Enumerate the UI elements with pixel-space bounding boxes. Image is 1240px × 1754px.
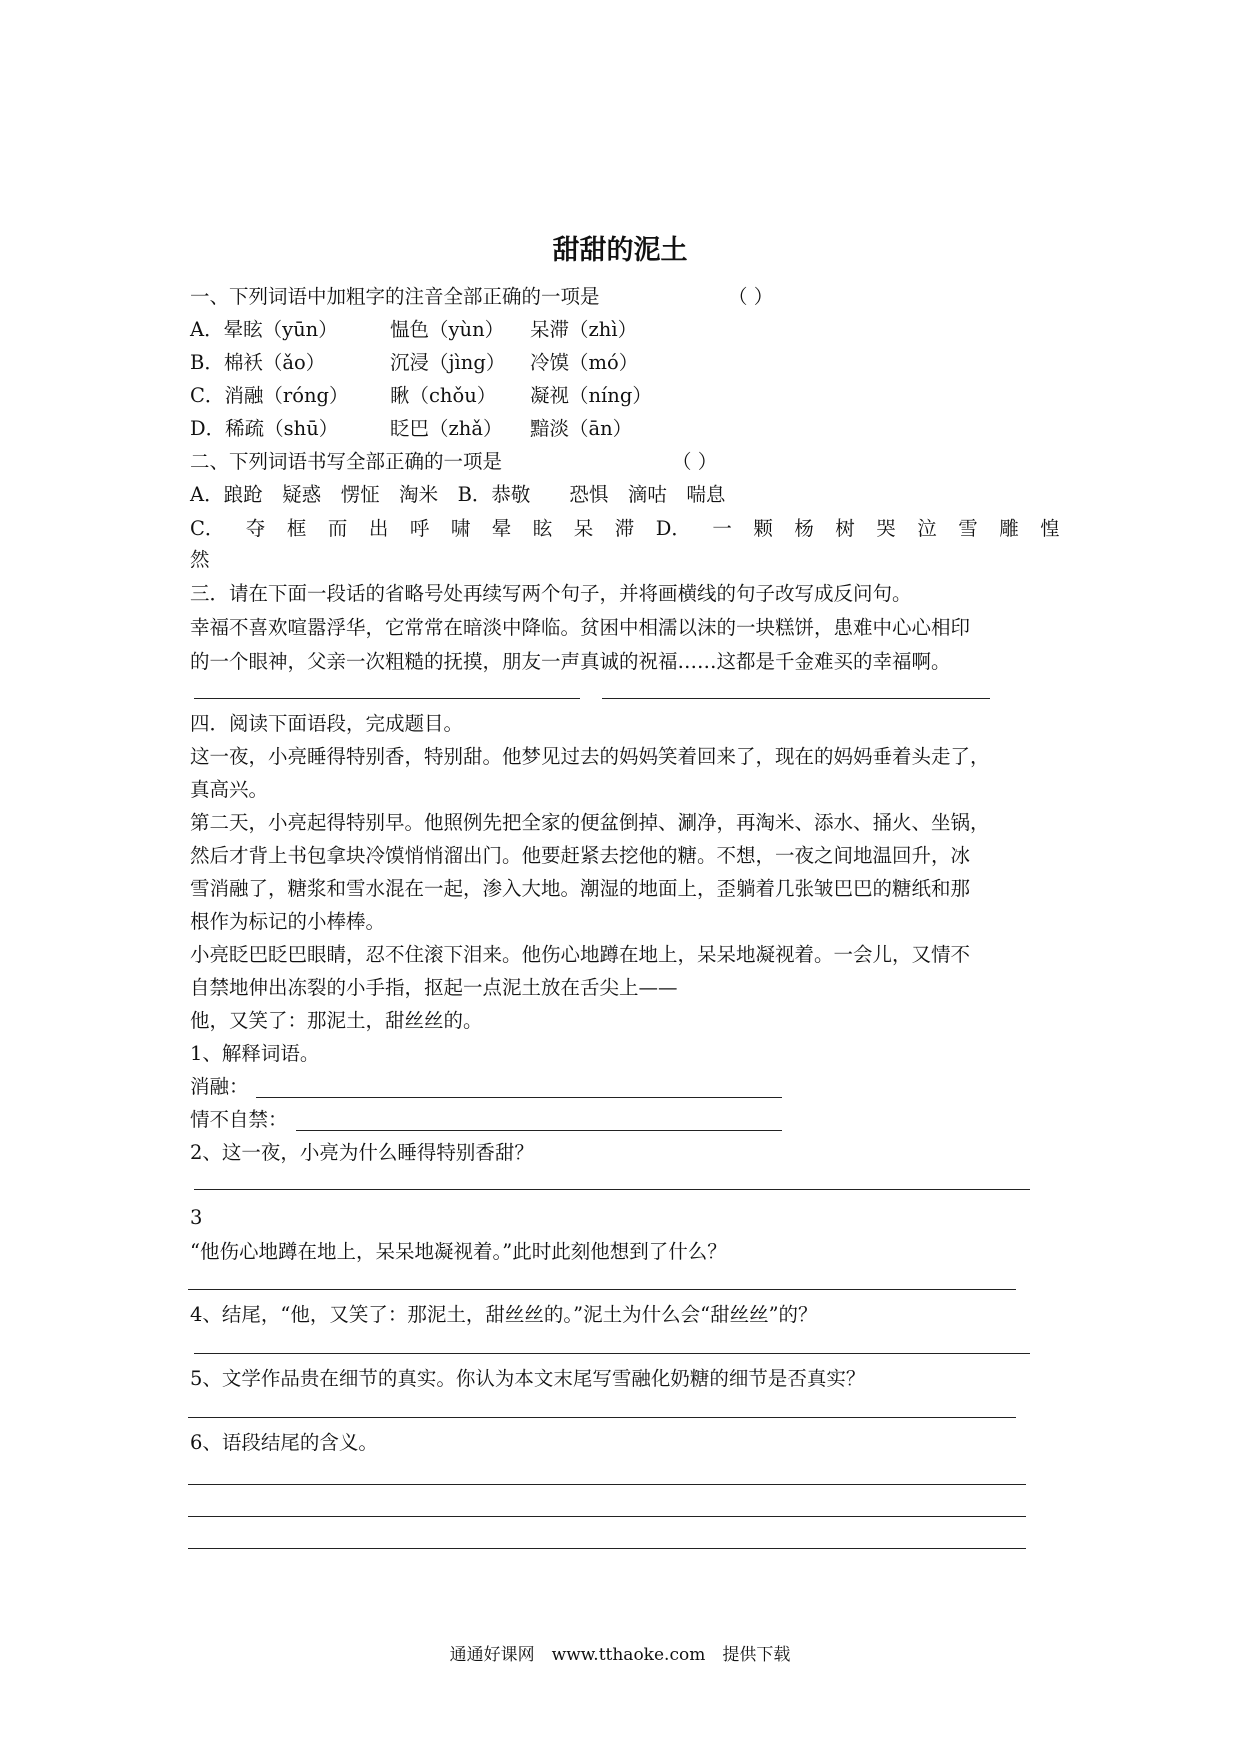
q4-passage-line: 根作为标记的小棒棒。 bbox=[190, 910, 386, 933]
q4-sub4: 4、结尾，“他，又笑了：那泥土，甜丝丝的。”泥土为什么会“甜丝丝”的？ bbox=[190, 1303, 818, 1326]
q2-c-char: 晕 bbox=[491, 517, 512, 540]
q4-sub6-answer-line-2[interactable] bbox=[188, 1516, 1026, 1517]
q2-line-c-wrap: 然 bbox=[190, 548, 210, 571]
q2-d-char: 泣 bbox=[917, 517, 937, 540]
q2-stem-text: 二、下列词语书写全部正确的一项是 bbox=[190, 450, 503, 473]
q3-answer-line-2[interactable] bbox=[602, 698, 990, 699]
q2-d-label: D． bbox=[655, 517, 691, 540]
q2-d-char: 雪 bbox=[958, 517, 978, 540]
q4-passage-line: 这一夜，小亮睡得特别香，特别甜。他梦见过去的妈妈笑着回来了，现在的妈妈垂着头走了， bbox=[190, 745, 990, 768]
q1-option-c-1: C．消融（róng） bbox=[190, 384, 349, 407]
q4-stem: 四．阅读下面语段，完成题目。 bbox=[190, 712, 464, 735]
q2-c-char: 而 bbox=[327, 517, 348, 540]
q2-c-char: 滞 bbox=[614, 517, 635, 540]
q1-option-c bbox=[190, 384, 652, 408]
q3-passage-line-1: 幸福不喜欢喧嚣浮华，它常常在暗淡中降临。贫困中相濡以沫的一块糕饼，患难中心心相印 bbox=[190, 616, 971, 639]
q2-c-char: 框 bbox=[286, 517, 307, 540]
q2-c-char: 呼 bbox=[409, 517, 430, 540]
q4-sub6: 6、语段结尾的含义。 bbox=[190, 1431, 378, 1454]
q1-stem-text: 一、下列词语中加粗字的注音全部正确的一项是 bbox=[190, 285, 600, 308]
q2-c-char: 呆 bbox=[573, 517, 594, 540]
q1-option-b bbox=[190, 351, 638, 375]
q2-c-char: 夺 bbox=[245, 517, 266, 540]
q1-answer-paren: （ ） bbox=[728, 285, 774, 308]
q2-d-char: 杨 bbox=[794, 517, 814, 540]
q2-stem bbox=[190, 450, 718, 474]
q2-d-char: 颗 bbox=[753, 517, 773, 540]
q2-c-char: 出 bbox=[368, 517, 389, 540]
q1-option-c-2: 瞅（chǒu） bbox=[390, 384, 497, 407]
q4-sub1: 1、解释词语。 bbox=[190, 1042, 320, 1065]
q1-option-b-2: 沉浸（jìng） bbox=[390, 351, 506, 374]
q4-sub6-answer-line-1[interactable] bbox=[188, 1484, 1026, 1485]
q4-term-1: 消融： bbox=[190, 1075, 249, 1098]
q2-c-char: 眩 bbox=[532, 517, 553, 540]
q2-line-a: A．踉跄 疑惑 愣怔 淘米 B．恭敬 恐惧 滴咕 喘息 bbox=[190, 483, 726, 506]
q4-sub3-answer-line[interactable] bbox=[188, 1289, 1016, 1290]
q4-passage-line: 自禁地伸出冻裂的小手指，抠起一点泥土放在舌尖上—— bbox=[190, 976, 678, 999]
q4-passage-line: 第二天，小亮起得特别早。他照例先把全家的便盆倒掉、涮净，再淘米、添水、捅火、坐锅， bbox=[190, 811, 990, 834]
q4-sub2-answer-line[interactable] bbox=[194, 1189, 1030, 1190]
q4-sub2: 2、这一夜，小亮为什么睡得特别香甜？ bbox=[190, 1141, 534, 1164]
q1-option-d-1: D．稀疏（shū） bbox=[190, 417, 339, 440]
q2-c-char: 啸 bbox=[450, 517, 471, 540]
q2-c-char: C． bbox=[190, 517, 225, 540]
q4-term-2: 情不自禁： bbox=[190, 1108, 288, 1131]
q4-passage-line: 雪消融了，糖浆和雪水混在一起，渗入大地。潮湿的地面上，歪躺着几张皱巴巴的糖纸和那 bbox=[190, 877, 971, 900]
q4-sub3: “他伤心地蹲在地上，呆呆地凝视着。”此时此刻他想到了什么？ bbox=[190, 1240, 727, 1263]
q2-d-char: 树 bbox=[835, 517, 855, 540]
q4-sub6-answer-line-3[interactable] bbox=[188, 1548, 1026, 1549]
q3-answer-line-1[interactable] bbox=[194, 698, 580, 699]
q4-passage-line: 真高兴。 bbox=[190, 778, 269, 801]
q2-d-char: 雕 bbox=[999, 517, 1019, 540]
q2-d-char: 惶 bbox=[1040, 517, 1060, 540]
q1-option-c-3: 凝视（níng） bbox=[530, 384, 652, 407]
q4-sub5-answer-line[interactable] bbox=[188, 1417, 1016, 1418]
q2-d-char: 哭 bbox=[876, 517, 896, 540]
q4-passage-line: 然后才背上书包拿块冷馍悄悄溜出门。他要赶紧去挖他的糖。不想，一夜之间地温回升，冰 bbox=[190, 844, 971, 867]
q4-passage-line: 他，又笑了：那泥土，甜丝丝的。 bbox=[190, 1009, 483, 1032]
q1-option-d-2: 眨巴（zhǎ） bbox=[390, 417, 503, 440]
q2-d-char: 一 bbox=[712, 517, 732, 540]
q1-option-b-3: 冷馍（mó） bbox=[530, 351, 639, 374]
q1-option-d bbox=[190, 417, 632, 441]
q3-passage-line-2: 的一个眼神，父亲一次粗糙的抚摸，朋友一声真诚的祝福……这都是千金难买的幸福啊。 bbox=[190, 650, 951, 673]
q1-option-d-3: 黯淡（ān） bbox=[530, 417, 633, 440]
q4-sub4-answer-line[interactable] bbox=[194, 1353, 1030, 1354]
q4-sub5: 5、文学作品贵在细节的真实。你认为本文末尾写雪融化奶糖的细节是否真实？ bbox=[190, 1367, 866, 1390]
q1-stem bbox=[190, 285, 774, 309]
q1-option-a-2: 愠色（yùn） bbox=[390, 318, 505, 341]
q1-option-a-3: 呆滞（zhì） bbox=[530, 318, 638, 341]
q2-answer-paren: （ ） bbox=[672, 450, 718, 473]
q2-line-c bbox=[190, 517, 1060, 541]
q4-term-2-answer-line[interactable] bbox=[296, 1130, 782, 1131]
q1-option-b-1: B．棉袄（ǎo） bbox=[190, 351, 326, 374]
q1-option-a bbox=[190, 318, 637, 342]
q3-stem: 三．请在下面一段话的省略号处再续写两个句子，并将画横线的句子改写成反问句。 bbox=[190, 582, 912, 605]
q4-sub3-number: 3 bbox=[190, 1206, 203, 1229]
q1-option-a-1: A．晕眩（yūn） bbox=[190, 318, 338, 341]
q4-passage-line: 小亮眨巴眨巴眼睛，忍不住滚下泪来。他伤心地蹲在地上，呆呆地凝视着。一会儿，又情不 bbox=[190, 943, 971, 966]
page-footer: 通通好课网 www.tthaoke.com 提供下载 bbox=[449, 1645, 791, 1665]
page-title: 甜甜的泥土 bbox=[552, 235, 688, 266]
q4-term-1-answer-line[interactable] bbox=[256, 1097, 782, 1098]
